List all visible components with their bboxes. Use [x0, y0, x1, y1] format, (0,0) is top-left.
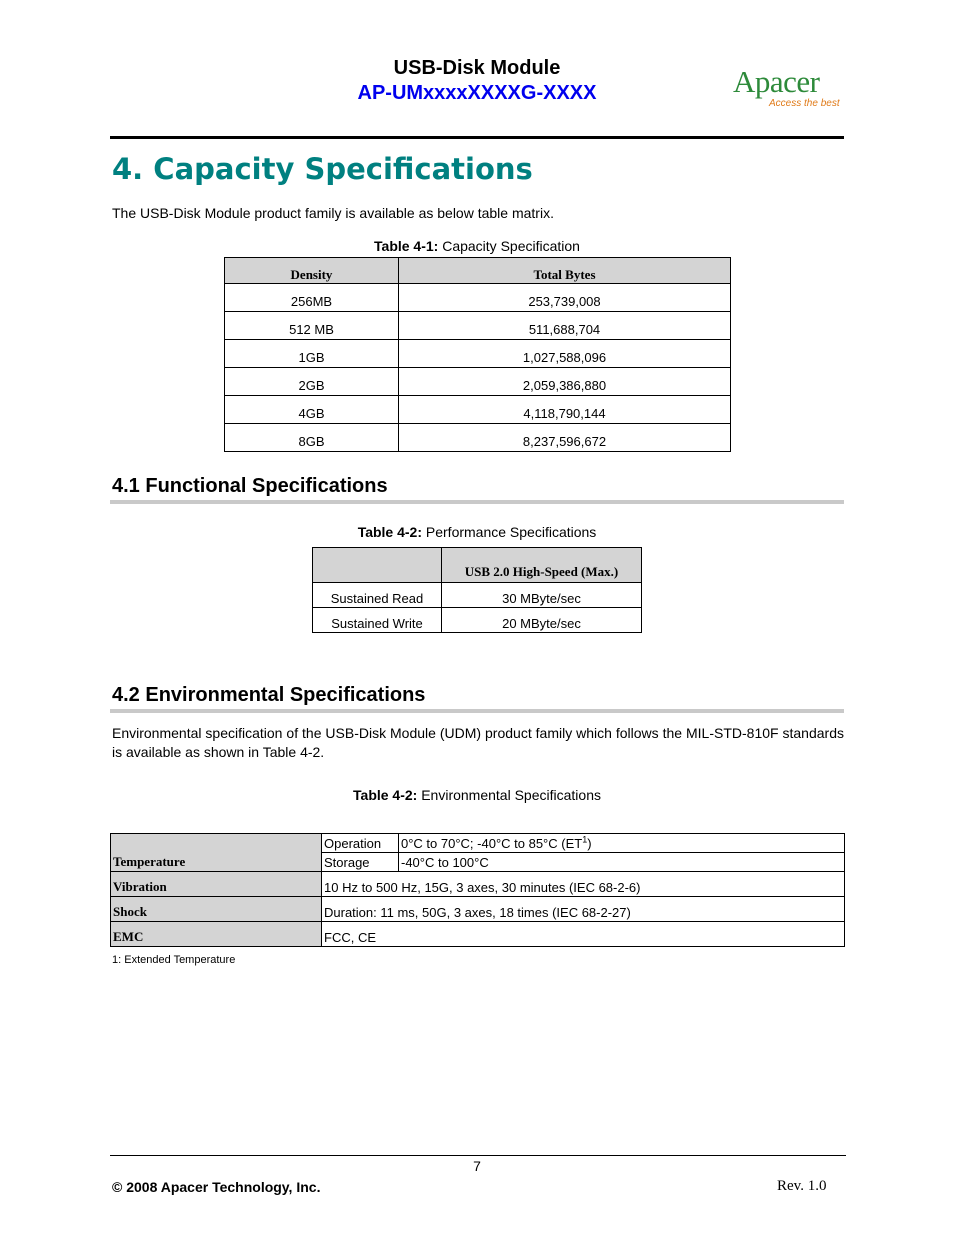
environmental-paragraph: Environmental specification of the USB-Disk Module (UDM) product family which follows the MIL-STD-810F standards is available as shown in Table 4-2. — [112, 725, 844, 760]
operation-label: Operation — [322, 834, 399, 853]
vibration-label: Vibration — [111, 872, 322, 897]
column-header: Density — [225, 258, 399, 284]
header-divider — [110, 136, 844, 139]
density-cell: 8GB — [225, 424, 399, 452]
revision-label: Rev. 1.0 — [777, 1178, 827, 1194]
column-header: USB 2.0 High-Speed (Max.) — [442, 548, 642, 583]
model-number: AP-UMxxxxXXXXG-XXXX — [357, 82, 597, 104]
storage-label: Storage — [322, 853, 399, 872]
vibration-value: 10 Hz to 500 Hz, 15G, 3 axes, 30 minutes (IEC 68-2-6) — [322, 872, 845, 897]
metric-cell: Sustained Read — [313, 583, 442, 608]
storage-value: -40°C to 100°C — [399, 853, 845, 872]
total-bytes-cell: 253,739,008 — [399, 284, 731, 312]
total-bytes-cell: 2,059,386,880 — [399, 368, 731, 396]
apacer-logo — [733, 64, 845, 114]
table-row — [225, 396, 731, 424]
density-cell: 1GB — [225, 340, 399, 368]
table-4-2-env-caption: Table 4-2: Environmental Specifications — [353, 787, 601, 803]
total-bytes-cell: 4,118,790,144 — [399, 396, 731, 424]
operation-value: 0°C to 70°C; -40°C to 85°C $(ET^1)$ — [399, 834, 845, 853]
page-number: 7 — [473, 1158, 481, 1174]
section-heading-functional: 4.1 Functional Specifications — [112, 475, 388, 497]
total-bytes-cell: 8,237,596,672 — [399, 424, 731, 452]
value-cell: 30 MByte/sec — [442, 583, 642, 608]
total-bytes-cell: 511,688,704 — [399, 312, 731, 340]
capacity-table — [224, 257, 731, 452]
performance-table — [312, 547, 642, 633]
density-cell: 4GB — [225, 396, 399, 424]
logo-wordmark: Apacer — [733, 64, 820, 99]
table-4-2-perf-caption: Table 4-2: Performance Specifications — [357, 524, 597, 540]
table-row — [111, 922, 845, 947]
metric-cell: Sustained Write — [313, 608, 442, 633]
table-row — [225, 368, 731, 396]
intro-text: The USB-Disk Module product family is available as below table matrix. — [112, 205, 554, 221]
table-row — [225, 424, 731, 452]
value-cell: 20 MByte/sec — [442, 608, 642, 633]
shock-label: Shock — [111, 897, 322, 922]
density-cell: 2GB — [225, 368, 399, 396]
section-rule — [110, 500, 844, 504]
density-cell: 256MB — [225, 284, 399, 312]
density-cell: 512 MB — [225, 312, 399, 340]
table-row — [313, 608, 642, 633]
table-row — [111, 897, 845, 922]
table-row — [111, 834, 845, 853]
table-footnote: 1: Extended Temperature — [112, 954, 236, 966]
temperature-label: Temperature — [111, 834, 322, 872]
table-row — [225, 284, 731, 312]
emc-label: EMC — [111, 922, 322, 947]
document-title: USB-Disk Module — [393, 57, 561, 79]
section-heading-capacity: 4. Capacity Specifications — [112, 152, 533, 186]
section-rule — [110, 709, 844, 713]
shock-value: Duration: 11 ms, 50G, 3 axes, 18 times (IEC 68-2-27) — [322, 897, 845, 922]
table-row — [111, 872, 845, 897]
footer-divider — [110, 1155, 846, 1156]
column-header: Total Bytes — [399, 258, 731, 284]
section-heading-environmental: 4.2 Environmental Specifications — [112, 684, 426, 706]
emc-value: FCC, CE — [322, 922, 845, 947]
table-row — [225, 312, 731, 340]
environmental-table — [110, 833, 845, 947]
column-header — [313, 548, 442, 583]
copyright-notice: © 2008 Apacer Technology, Inc. — [112, 1179, 321, 1195]
table-4-1-caption: Table 4-1: Capacity Specification — [374, 238, 580, 254]
table-row — [313, 583, 642, 608]
total-bytes-cell: 1,027,588,096 — [399, 340, 731, 368]
logo-tagline: Access the best — [769, 98, 840, 109]
table-row — [225, 340, 731, 368]
